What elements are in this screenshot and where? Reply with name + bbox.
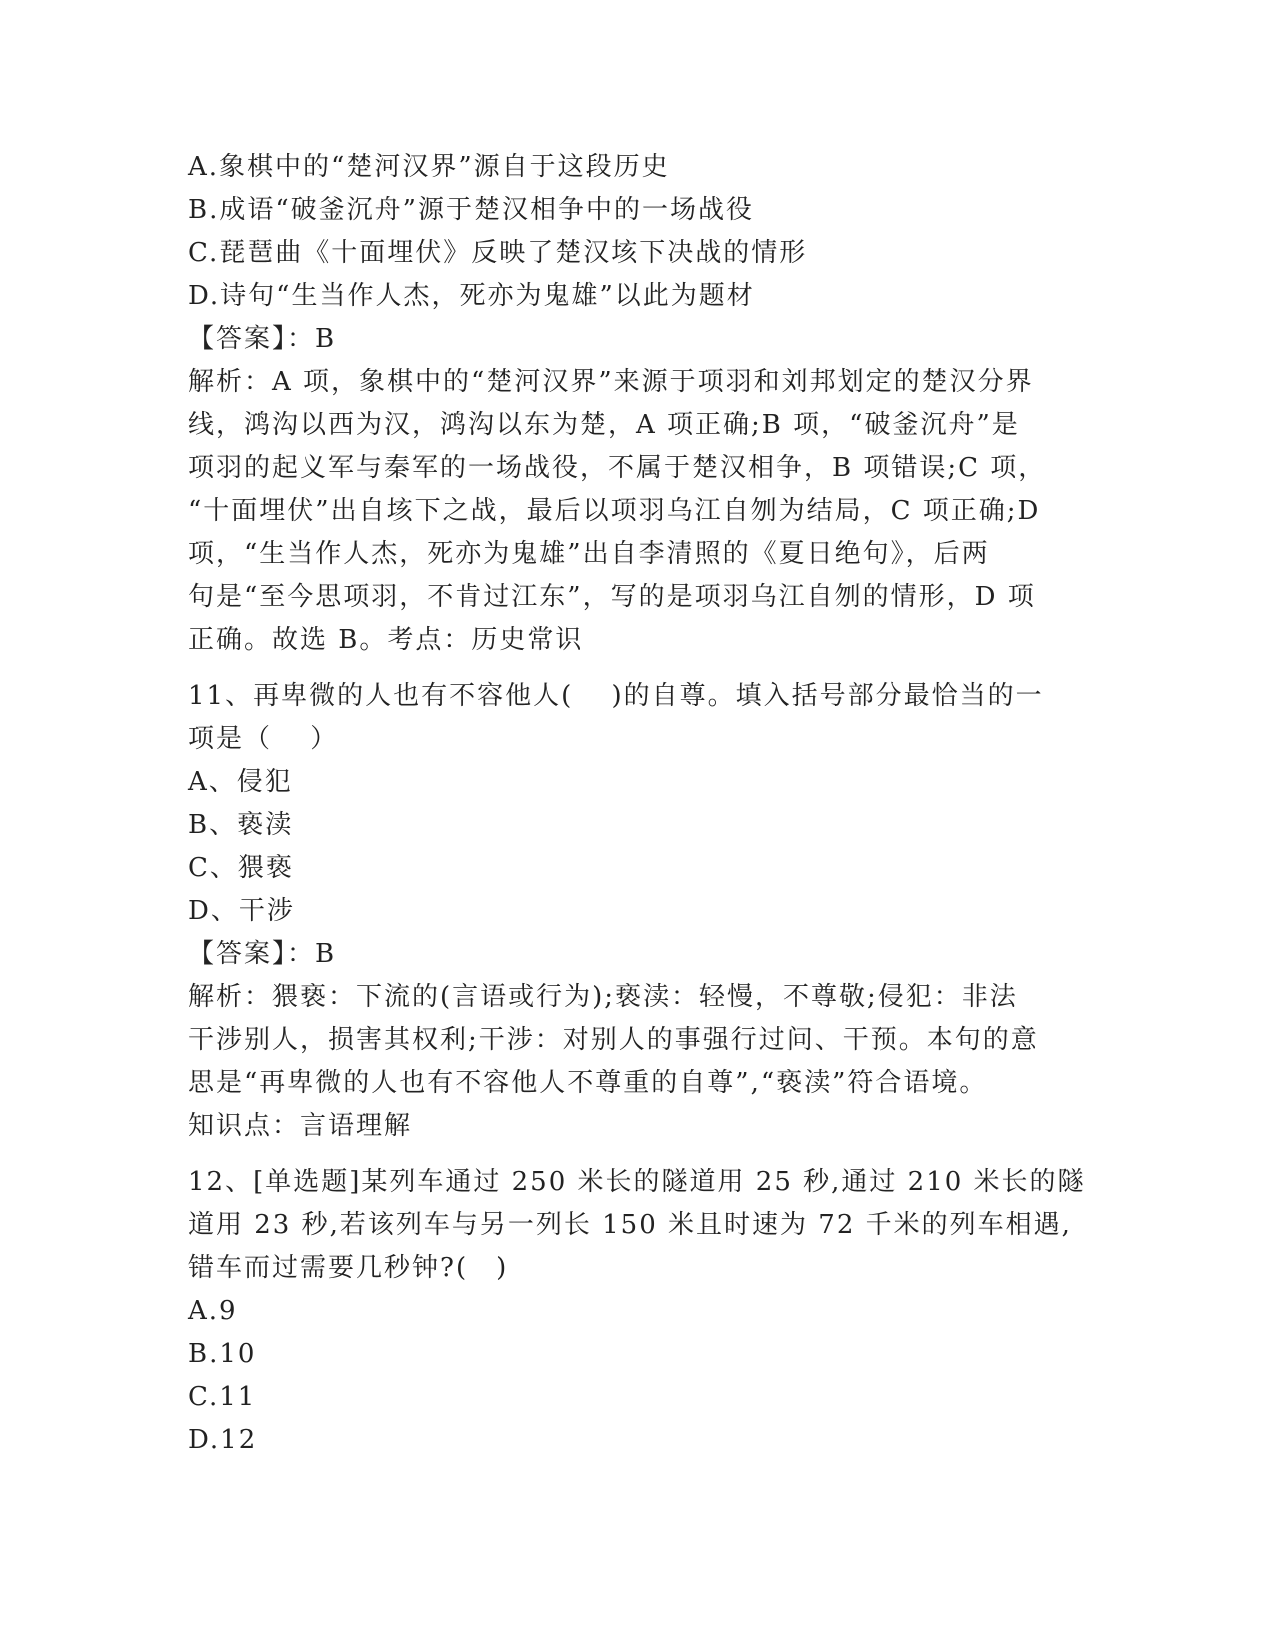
q10-option-b: B.成语“破釜沉舟”源于楚汉相争中的一场战役: [188, 195, 754, 225]
page-content: [188, 146, 1088, 1462]
q10-option-a: A.象棋中的“楚河汉界”源自于这段历史: [188, 152, 670, 182]
q11-analysis-line: 知识点：言语理解: [188, 1111, 413, 1141]
q10-analysis-line: 项，“生当作人杰，死亦为鬼雄”出自李清照的《夏日绝句》，后两: [188, 539, 990, 569]
q11-question-line: 11、再卑微的人也有不容他人( )的自尊。填入括号部分最恰当的一: [188, 681, 1044, 711]
question-11-block: [188, 675, 1088, 1148]
q11-option-b: B、亵渎: [188, 810, 294, 840]
q12-option-d: D.12: [188, 1425, 258, 1455]
q11-answer: 【答案】：B: [188, 939, 337, 969]
q12-option-b: B.10: [188, 1339, 257, 1369]
q12-option-a: A.9: [188, 1296, 238, 1326]
q12-question-line: 错车而过需要几秒钟?( ): [188, 1253, 509, 1283]
q11-option-c: C、猥亵: [188, 853, 294, 883]
q12-option-c: C.11: [188, 1382, 257, 1412]
q10-option-c: C.琵琶曲《十面埋伏》反映了楚汉垓下决战的情形: [188, 238, 808, 268]
q10-option-d: D.诗句“生当作人杰，死亦为鬼雄”以此为题材: [188, 281, 755, 311]
q12-question-line: 道用 23 秒,若该列车与另一列长 150 米且时速为 72 千米的列车相遇,: [188, 1210, 1072, 1240]
q10-answer: 【答案】：B: [188, 324, 337, 354]
q10-analysis-line: 线，鸿沟以西为汉，鸿沟以东为楚，A 项正确;B 项，“破釜沉舟”是: [188, 410, 1020, 440]
question-12-block: [188, 1161, 1088, 1462]
spacer: [188, 662, 1088, 675]
question-10-block: [188, 146, 1088, 662]
q11-analysis-line: 思是“再卑微的人也有不容他人不尊重的自尊”,“亵渎”符合语境。: [188, 1068, 988, 1098]
q10-analysis-line: 正确。故选 B。考点：历史常识: [188, 625, 584, 655]
q11-analysis-line: 干涉别人，损害其权利;干涉：对别人的事强行过问、干预。本句的意: [188, 1025, 1039, 1055]
q10-analysis-line: 项羽的起义军与秦军的一场战役，不属于楚汉相争，B 项错误;C 项，: [188, 453, 1047, 483]
q11-option-d: D、干涉: [188, 896, 295, 926]
q11-question-line: 项是（ ）: [188, 724, 339, 754]
q10-analysis-line: 句是“至今思项羽，不肯过江东”，写的是项羽乌江自刎的情形，D 项: [188, 582, 1036, 612]
q10-analysis-line: 解析：A 项，象棋中的“楚河汉界”来源于项羽和刘邦划定的楚汉分界: [188, 367, 1034, 397]
spacer: [188, 1148, 1088, 1161]
q10-analysis-line: “十面埋伏”出自垓下之战，最后以项羽乌江自刎为结局，C 项正确;D: [188, 496, 1041, 526]
q12-question-line: 12、[单选题]某列车通过 250 米长的隧道用 25 秒,通过 210 米长的隧: [188, 1167, 1086, 1197]
q11-analysis-line: 解析：猥亵：下流的(言语或行为);亵渎：轻慢，不尊敬;侵犯：非法: [188, 982, 1018, 1012]
q11-option-a: A、侵犯: [188, 767, 293, 797]
